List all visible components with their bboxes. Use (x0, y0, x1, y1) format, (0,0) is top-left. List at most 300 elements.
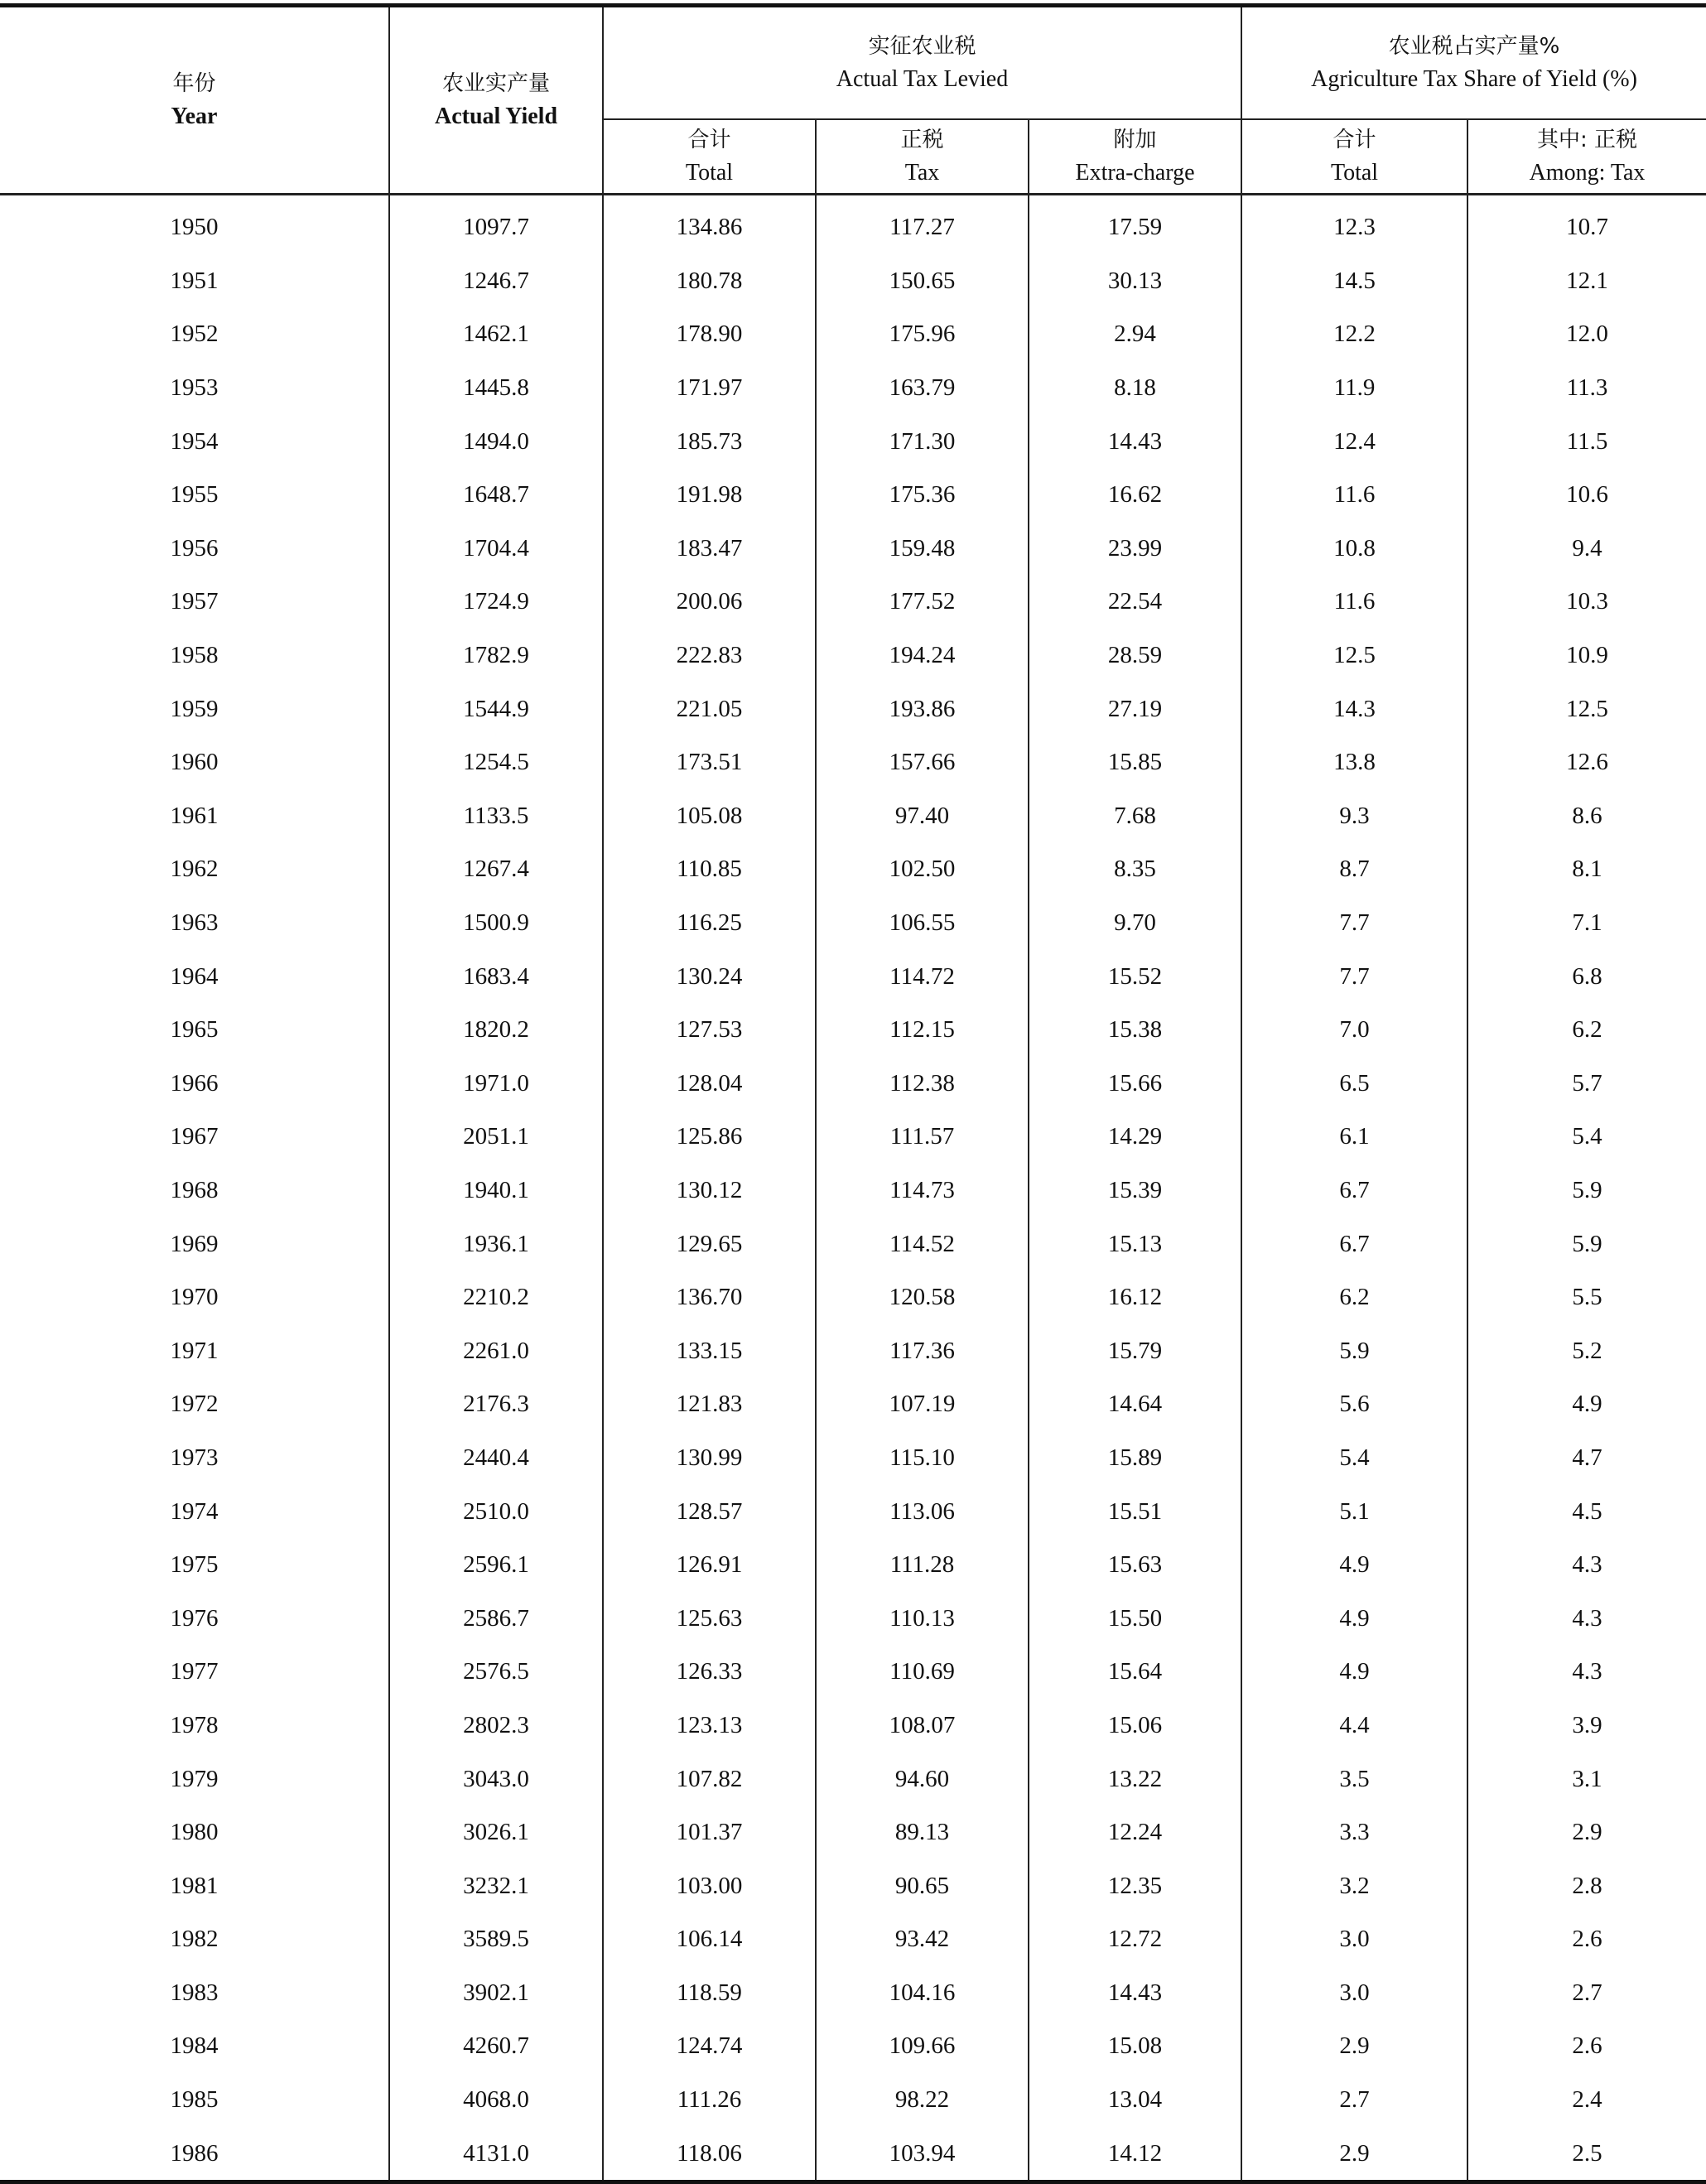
levied-total-cell: 107.82 (603, 1752, 816, 1806)
table-row (0, 2126, 1706, 2182)
header-actual-yield-zh: 农业实产量 (441, 71, 550, 96)
table-row (0, 2073, 1706, 2127)
levied-extra-cell: 12.72 (1029, 1912, 1241, 1966)
year-cell: 1978 (170, 1711, 219, 1738)
levied-total-cell: 171.97 (603, 361, 816, 415)
share-total-cell: 4.9 (1241, 1538, 1467, 1592)
table-row (0, 949, 1706, 1003)
actual-yield-cell: 1683.4 (389, 949, 603, 1003)
levied-extra-cell: 15.52 (1029, 949, 1241, 1003)
actual-yield-cell: 1246.7 (389, 254, 603, 308)
year-cell: 1976 (170, 1604, 219, 1632)
actual-yield-cell: 3232.1 (389, 1859, 603, 1912)
share-tax-cell: 5.4 (1467, 1110, 1706, 1164)
levied-tax-cell: 114.73 (816, 1164, 1029, 1217)
levied-tax-cell: 90.65 (816, 1859, 1029, 1912)
levied-tax-cell: 114.52 (816, 1217, 1029, 1270)
levied-total-cell: 127.53 (603, 1003, 816, 1057)
share-total-cell: 7.0 (1241, 1003, 1467, 1057)
share-tax-cell: 11.3 (1467, 361, 1706, 415)
levied-total-cell: 128.57 (603, 1484, 816, 1538)
actual-yield-cell: 4068.0 (389, 2073, 603, 2127)
table-row (0, 1217, 1706, 1270)
header-year-zh: 年份 (172, 71, 216, 96)
levied-total-cell: 101.37 (603, 1806, 816, 1859)
header-actual-yield (389, 6, 603, 195)
share-tax-cell: 10.6 (1467, 468, 1706, 522)
levied-extra-cell: 14.64 (1029, 1377, 1241, 1431)
levied-tax-cell: 103.94 (816, 2126, 1029, 2182)
levied-tax-cell: 159.48 (816, 522, 1029, 576)
actual-yield-cell: 2051.1 (389, 1110, 603, 1164)
share-tax-cell: 4.3 (1467, 1538, 1706, 1592)
table-row (0, 1323, 1706, 1377)
year-cell: 1954 (170, 427, 219, 455)
actual-yield-cell: 1724.9 (389, 575, 603, 629)
year-cell: 1965 (170, 1016, 219, 1044)
levied-tax-cell: 89.13 (816, 1806, 1029, 1859)
levied-extra-cell: 15.06 (1029, 1699, 1241, 1753)
year-cell: 1982 (170, 1926, 219, 1953)
share-tax-cell: 11.5 (1467, 414, 1706, 468)
levied-tax-cell: 157.66 (816, 735, 1029, 789)
levied-tax-cell: 109.66 (816, 2019, 1029, 2073)
levied-tax-cell: 93.42 (816, 1912, 1029, 1966)
levied-tax-cell: 111.57 (816, 1110, 1029, 1164)
actual-yield-cell: 1097.7 (389, 195, 603, 254)
share-total-cell: 2.9 (1241, 2019, 1467, 2073)
levied-tax-cell: 193.86 (816, 682, 1029, 735)
share-total-cell: 7.7 (1241, 896, 1467, 950)
actual-yield-cell: 3902.1 (389, 1966, 603, 2020)
share-total-cell: 6.5 (1241, 1057, 1467, 1111)
table-row (0, 1966, 1706, 2020)
levied-extra-cell: 7.68 (1029, 789, 1241, 843)
share-tax-cell: 4.3 (1467, 1591, 1706, 1645)
share-tax-cell: 2.5 (1467, 2126, 1706, 2182)
year-cell: 1970 (170, 1284, 219, 1311)
table-row (0, 1484, 1706, 1538)
year-cell: 1984 (170, 2032, 219, 2060)
levied-extra-cell: 9.70 (1029, 896, 1241, 950)
share-tax-cell: 8.6 (1467, 789, 1706, 843)
header-share-total (1241, 119, 1467, 195)
share-tax-cell: 4.7 (1467, 1431, 1706, 1485)
levied-tax-cell: 108.07 (816, 1699, 1029, 1753)
header-share-total-en: Total (1330, 160, 1379, 186)
share-total-cell: 5.9 (1241, 1323, 1467, 1377)
share-tax-cell: 3.1 (1467, 1752, 1706, 1806)
table-row (0, 522, 1706, 576)
levied-tax-cell: 110.13 (816, 1591, 1029, 1645)
share-tax-cell: 4.5 (1467, 1484, 1706, 1538)
levied-tax-cell: 171.30 (816, 414, 1029, 468)
actual-yield-cell: 1704.4 (389, 522, 603, 576)
levied-total-cell: 133.15 (603, 1323, 816, 1377)
year-cell: 1969 (170, 1230, 219, 1257)
table-row (0, 1057, 1706, 1111)
levied-extra-cell: 15.64 (1029, 1645, 1241, 1699)
levied-total-cell: 136.70 (603, 1270, 816, 1324)
actual-yield-cell: 2576.5 (389, 1645, 603, 1699)
table-header (0, 6, 1706, 195)
header-year-en: Year (171, 104, 218, 129)
year-cell: 1962 (170, 856, 219, 883)
share-total-cell: 9.3 (1241, 789, 1467, 843)
year-cell: 1975 (170, 1551, 219, 1579)
levied-extra-cell: 16.62 (1029, 468, 1241, 522)
header-tax-levied-zh: 实征农业税 (868, 34, 976, 59)
levied-total-cell: 134.86 (603, 195, 816, 254)
share-total-cell: 4.4 (1241, 1699, 1467, 1753)
levied-tax-cell: 163.79 (816, 361, 1029, 415)
year-cell: 1983 (170, 1979, 219, 2006)
year-cell: 1977 (170, 1658, 219, 1685)
share-tax-cell: 5.7 (1467, 1057, 1706, 1111)
share-total-cell: 5.4 (1241, 1431, 1467, 1485)
header-levied-total (603, 119, 816, 195)
levied-tax-cell: 177.52 (816, 575, 1029, 629)
levied-total-cell: 118.06 (603, 2126, 816, 2182)
levied-total-cell: 124.74 (603, 2019, 816, 2073)
levied-total-cell: 121.83 (603, 1377, 816, 1431)
header-share-tax (1467, 119, 1706, 195)
levied-tax-cell: 106.55 (816, 896, 1029, 950)
header-tax-share-zh: 农业税占实产量% (1388, 34, 1560, 59)
share-total-cell: 3.5 (1241, 1752, 1467, 1806)
actual-yield-cell: 1494.0 (389, 414, 603, 468)
share-total-cell: 6.7 (1241, 1217, 1467, 1270)
table-row (0, 1912, 1706, 1966)
actual-yield-cell: 1462.1 (389, 307, 603, 361)
levied-extra-cell: 15.85 (1029, 735, 1241, 789)
levied-tax-cell: 175.36 (816, 468, 1029, 522)
levied-extra-cell: 8.18 (1029, 361, 1241, 415)
actual-yield-cell: 1782.9 (389, 629, 603, 682)
year-cell: 1956 (170, 534, 219, 562)
year-cell: 1980 (170, 1819, 219, 1846)
levied-tax-cell: 112.15 (816, 1003, 1029, 1057)
year-cell: 1974 (170, 1497, 219, 1525)
levied-tax-cell: 115.10 (816, 1431, 1029, 1485)
table-row (0, 842, 1706, 896)
levied-total-cell: 222.83 (603, 629, 816, 682)
table-row (0, 1431, 1706, 1485)
levied-total-cell: 111.26 (603, 2073, 816, 2127)
agriculture-tax-table (0, 3, 1706, 2184)
levied-total-cell: 116.25 (603, 896, 816, 950)
year-cell: 1973 (170, 1444, 219, 1471)
table-row (0, 361, 1706, 415)
share-total-cell: 3.0 (1241, 1912, 1467, 1966)
share-total-cell: 7.7 (1241, 949, 1467, 1003)
share-tax-cell: 12.0 (1467, 307, 1706, 361)
levied-total-cell: 125.63 (603, 1591, 816, 1645)
table-row (0, 1645, 1706, 1699)
year-cell: 1960 (170, 749, 219, 776)
levied-extra-cell: 8.35 (1029, 842, 1241, 896)
levied-total-cell: 125.86 (603, 1110, 816, 1164)
share-total-cell: 12.2 (1241, 307, 1467, 361)
share-tax-cell: 3.9 (1467, 1699, 1706, 1753)
table-row (0, 1752, 1706, 1806)
share-tax-cell: 12.1 (1467, 254, 1706, 308)
share-tax-cell: 7.1 (1467, 896, 1706, 950)
share-total-cell: 6.2 (1241, 1270, 1467, 1324)
share-total-cell: 2.9 (1241, 2126, 1467, 2182)
levied-total-cell: 103.00 (603, 1859, 816, 1912)
actual-yield-cell: 1940.1 (389, 1164, 603, 1217)
levied-extra-cell: 14.29 (1029, 1110, 1241, 1164)
levied-tax-cell: 111.28 (816, 1538, 1029, 1592)
actual-yield-cell: 1544.9 (389, 682, 603, 735)
share-total-cell: 11.6 (1241, 575, 1467, 629)
levied-tax-cell: 98.22 (816, 2073, 1029, 2127)
year-cell: 1968 (170, 1176, 219, 1203)
table-row (0, 2019, 1706, 2073)
share-total-cell: 13.8 (1241, 735, 1467, 789)
table-row (0, 1699, 1706, 1753)
header-share-total-zh: 合计 (1333, 128, 1376, 152)
levied-total-cell: 200.06 (603, 575, 816, 629)
levied-tax-cell: 175.96 (816, 307, 1029, 361)
share-total-cell: 6.1 (1241, 1110, 1467, 1164)
levied-extra-cell: 15.63 (1029, 1538, 1241, 1592)
levied-total-cell: 183.47 (603, 522, 816, 576)
levied-extra-cell: 13.04 (1029, 2073, 1241, 2127)
levied-tax-cell: 117.27 (816, 195, 1029, 254)
share-total-cell: 3.3 (1241, 1806, 1467, 1859)
table-body (0, 195, 1706, 2182)
levied-extra-cell: 12.35 (1029, 1859, 1241, 1912)
actual-yield-cell: 1254.5 (389, 735, 603, 789)
share-tax-cell: 5.9 (1467, 1217, 1706, 1270)
levied-total-cell: 191.98 (603, 468, 816, 522)
levied-tax-cell: 94.60 (816, 1752, 1029, 1806)
year-cell: 1972 (170, 1391, 219, 1418)
actual-yield-cell: 1445.8 (389, 361, 603, 415)
year-cell: 1986 (170, 2139, 219, 2167)
header-levied-extra-en: Extra-charge (1075, 160, 1195, 186)
year-cell: 1955 (170, 481, 219, 509)
share-tax-cell: 5.5 (1467, 1270, 1706, 1324)
share-tax-cell: 6.2 (1467, 1003, 1706, 1057)
share-total-cell: 14.3 (1241, 682, 1467, 735)
share-tax-cell: 8.1 (1467, 842, 1706, 896)
table-row (0, 896, 1706, 950)
table-row (0, 735, 1706, 789)
header-levied-extra (1029, 119, 1241, 195)
levied-tax-cell: 97.40 (816, 789, 1029, 843)
levied-total-cell: 118.59 (603, 1966, 816, 2020)
table-row (0, 1538, 1706, 1592)
levied-total-cell: 130.12 (603, 1164, 816, 1217)
levied-total-cell: 128.04 (603, 1057, 816, 1111)
levied-extra-cell: 30.13 (1029, 254, 1241, 308)
actual-yield-cell: 2440.4 (389, 1431, 603, 1485)
year-cell: 1985 (170, 2086, 219, 2114)
year-cell: 1967 (170, 1123, 219, 1150)
levied-extra-cell: 12.24 (1029, 1806, 1241, 1859)
share-total-cell: 6.7 (1241, 1164, 1467, 1217)
levied-total-cell: 110.85 (603, 842, 816, 896)
share-tax-cell: 12.6 (1467, 735, 1706, 789)
year-cell: 1961 (170, 802, 219, 829)
levied-tax-cell: 120.58 (816, 1270, 1029, 1324)
share-tax-cell: 9.4 (1467, 522, 1706, 576)
levied-total-cell: 185.73 (603, 414, 816, 468)
levied-extra-cell: 15.39 (1029, 1164, 1241, 1217)
actual-yield-cell: 1936.1 (389, 1217, 603, 1270)
levied-total-cell: 130.24 (603, 949, 816, 1003)
levied-extra-cell: 23.99 (1029, 522, 1241, 576)
levied-extra-cell: 22.54 (1029, 575, 1241, 629)
share-tax-cell: 2.7 (1467, 1966, 1706, 2020)
share-tax-cell: 2.8 (1467, 1859, 1706, 1912)
actual-yield-cell: 4260.7 (389, 2019, 603, 2073)
levied-tax-cell: 113.06 (816, 1484, 1029, 1538)
levied-tax-cell: 110.69 (816, 1645, 1029, 1699)
levied-total-cell: 123.13 (603, 1699, 816, 1753)
levied-tax-cell: 117.36 (816, 1323, 1029, 1377)
levied-extra-cell: 15.89 (1029, 1431, 1241, 1485)
levied-total-cell: 221.05 (603, 682, 816, 735)
share-total-cell: 12.5 (1241, 629, 1467, 682)
year-cell: 1964 (170, 962, 219, 990)
actual-yield-cell: 2802.3 (389, 1699, 603, 1753)
actual-yield-cell: 2261.0 (389, 1323, 603, 1377)
actual-yield-cell: 3026.1 (389, 1806, 603, 1859)
levied-tax-cell: 194.24 (816, 629, 1029, 682)
year-cell: 1953 (170, 374, 219, 402)
levied-extra-cell: 17.59 (1029, 195, 1241, 254)
share-total-cell: 3.0 (1241, 1966, 1467, 2020)
share-total-cell: 2.7 (1241, 2073, 1467, 2127)
table-row (0, 414, 1706, 468)
share-total-cell: 11.9 (1241, 361, 1467, 415)
share-tax-cell: 2.6 (1467, 1912, 1706, 1966)
table-row (0, 1806, 1706, 1859)
table-row (0, 1164, 1706, 1217)
header-tax-levied-en: Actual Tax Levied (836, 66, 1009, 92)
table-row (0, 254, 1706, 308)
table-row (0, 307, 1706, 361)
table-row (0, 1270, 1706, 1324)
actual-yield-cell: 2176.3 (389, 1377, 603, 1431)
share-tax-cell: 5.9 (1467, 1164, 1706, 1217)
table-row (0, 629, 1706, 682)
year-cell: 1966 (170, 1069, 219, 1097)
actual-yield-cell: 2596.1 (389, 1538, 603, 1592)
header-tax-share (1241, 6, 1706, 120)
levied-extra-cell: 15.08 (1029, 2019, 1241, 2073)
table-row (0, 682, 1706, 735)
levied-total-cell: 129.65 (603, 1217, 816, 1270)
share-total-cell: 12.3 (1241, 195, 1467, 254)
share-total-cell: 10.8 (1241, 522, 1467, 576)
levied-extra-cell: 15.51 (1029, 1484, 1241, 1538)
share-tax-cell: 10.9 (1467, 629, 1706, 682)
share-tax-cell: 4.9 (1467, 1377, 1706, 1431)
levied-extra-cell: 28.59 (1029, 629, 1241, 682)
share-total-cell: 3.2 (1241, 1859, 1467, 1912)
year-cell: 1963 (170, 909, 219, 937)
header-share-tax-zh: 其中: 正税 (1537, 128, 1638, 152)
year-cell: 1951 (170, 267, 219, 294)
table-row (0, 1377, 1706, 1431)
levied-total-cell: 180.78 (603, 254, 816, 308)
table-row (0, 195, 1706, 254)
share-total-cell: 14.5 (1241, 254, 1467, 308)
actual-yield-cell: 1133.5 (389, 789, 603, 843)
header-levied-tax-zh: 正税 (900, 128, 944, 152)
levied-extra-cell: 27.19 (1029, 682, 1241, 735)
actual-yield-cell: 1500.9 (389, 896, 603, 950)
levied-total-cell: 173.51 (603, 735, 816, 789)
levied-tax-cell: 114.72 (816, 949, 1029, 1003)
table-row (0, 1591, 1706, 1645)
table-row (0, 789, 1706, 843)
year-cell: 1952 (170, 321, 219, 348)
year-cell: 1950 (170, 214, 219, 241)
actual-yield-cell: 3043.0 (389, 1752, 603, 1806)
header-tax-levied (603, 6, 1241, 120)
header-levied-total-en: Total (685, 160, 734, 186)
share-tax-cell: 2.9 (1467, 1806, 1706, 1859)
table-row (0, 575, 1706, 629)
year-cell: 1981 (170, 1872, 219, 1899)
header-actual-yield-en: Actual Yield (434, 104, 558, 129)
header-year (0, 6, 389, 195)
share-tax-cell: 2.6 (1467, 2019, 1706, 2073)
levied-total-cell: 130.99 (603, 1431, 816, 1485)
share-total-cell: 4.9 (1241, 1645, 1467, 1699)
levied-extra-cell: 13.22 (1029, 1752, 1241, 1806)
table-row (0, 1003, 1706, 1057)
levied-total-cell: 106.14 (603, 1912, 816, 1966)
levied-total-cell: 105.08 (603, 789, 816, 843)
year-cell: 1958 (170, 642, 219, 669)
header-levied-tax-en: Tax (904, 160, 940, 186)
share-tax-cell: 10.7 (1467, 195, 1706, 254)
actual-yield-cell: 3589.5 (389, 1912, 603, 1966)
actual-yield-cell: 1820.2 (389, 1003, 603, 1057)
share-tax-cell: 6.8 (1467, 949, 1706, 1003)
header-levied-tax (816, 119, 1029, 195)
share-total-cell: 4.9 (1241, 1591, 1467, 1645)
share-tax-cell: 4.3 (1467, 1645, 1706, 1699)
levied-tax-cell: 150.65 (816, 254, 1029, 308)
levied-tax-cell: 104.16 (816, 1966, 1029, 2020)
share-tax-cell: 2.4 (1467, 2073, 1706, 2127)
levied-total-cell: 178.90 (603, 307, 816, 361)
actual-yield-cell: 1267.4 (389, 842, 603, 896)
header-levied-total-zh: 合计 (687, 128, 731, 152)
actual-yield-cell: 2510.0 (389, 1484, 603, 1538)
levied-extra-cell: 15.13 (1029, 1217, 1241, 1270)
levied-tax-cell: 107.19 (816, 1377, 1029, 1431)
levied-extra-cell: 2.94 (1029, 307, 1241, 361)
table-row (0, 1110, 1706, 1164)
levied-extra-cell: 14.43 (1029, 414, 1241, 468)
share-total-cell: 5.1 (1241, 1484, 1467, 1538)
share-tax-cell: 5.2 (1467, 1323, 1706, 1377)
levied-total-cell: 126.91 (603, 1538, 816, 1592)
year-cell: 1971 (170, 1337, 219, 1364)
header-tax-share-en: Agriculture Tax Share of Yield (%) (1311, 66, 1637, 92)
year-cell: 1957 (170, 588, 219, 615)
share-total-cell: 5.6 (1241, 1377, 1467, 1431)
